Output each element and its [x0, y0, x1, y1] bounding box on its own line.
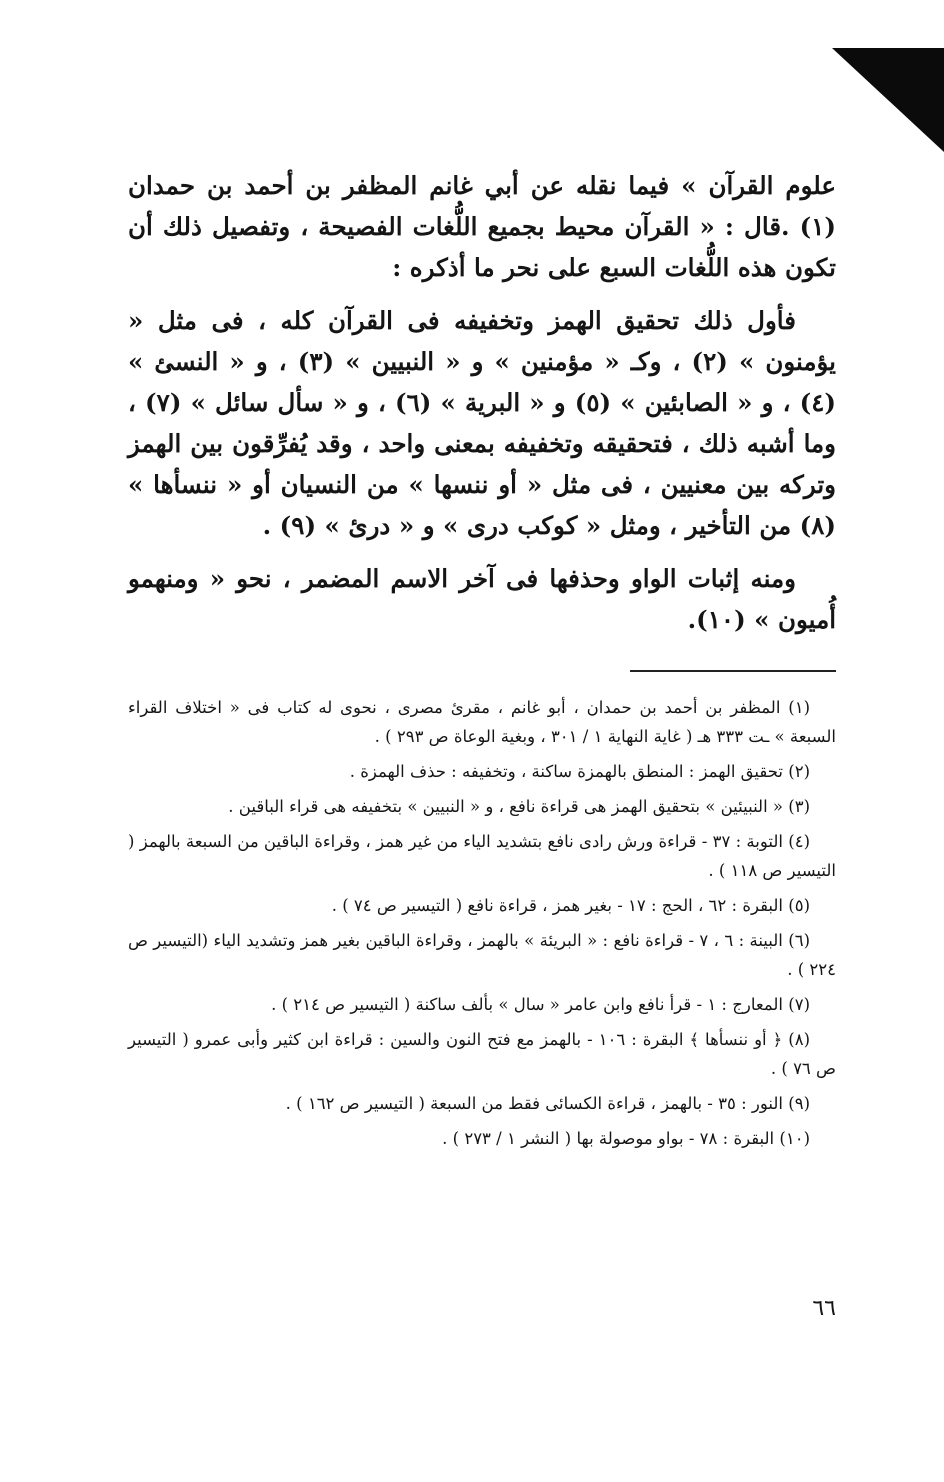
page-number: ٦٦: [812, 1296, 836, 1321]
paragraph-1: علوم القرآن » فيما نقله عن أبي غانم المظفر بن أحمد بن حمدان (١) .قال : « القرآن محيط بجميع اللُّغات الفصيحة ، وتفصيل ذلك أن تكون هذه اللُّغات السبع على نحر ما أذكره :: [128, 171, 836, 282]
footnote-8: (٨) ﴿ أو ننسأها ﴾ البقرة : ١٠٦ - بالهمز مع فتح النون والسين : قراءة ابن كثير وأبى عمرو ( التيسير ص ٧٦ ) .: [128, 1030, 836, 1078]
main-text: [128, 165, 836, 640]
footnote-9: (٩) النور : ٣٥ - بالهمز ، قراءة الكسائى فقط من السبعة ( التيسير ص ١٦٢ ) .: [285, 1094, 810, 1113]
paragraph-3: ومنه إثبات الواو وحذفها فى آخر الاسم المضمر ، نحو « ومنهمو أُميون » (١٠).: [128, 564, 836, 634]
footnote-2: (٢) تحقيق الهمز : المنطق بالهمزة ساكنة ، وتخفيفه : حذف الهمزة .: [349, 762, 810, 781]
footnotes: [128, 693, 836, 1159]
paragraph-2: فأول ذلك تحقيق الهمز وتخفيفه فى القرآن كله ، فى مثل « يؤمنون » (٢) ، وكـ « مؤمنين » و « النبيين » (٣) ، و « النسئ » (٤) ، و « الصابئين » (٥) و « البرية » (٦) ، و « سأل سائل » (٧) ، وما أشبه ذلك ، فتحقيقه وتخفيفه بمعنى واحد ، وقد يُفرِّقون بين الهمز وتركه بين معنيين ، فى مثل « أو ننسها » من النسيان أو « ننسأها » (٨) من التأخير ، ومثل « كوكب درى » و « درئ » (٩) .: [128, 306, 837, 540]
footnote-4: (٤) التوبة : ٣٧ - قراءة ورش رادى نافع بتشديد الياء من غير همز ، وقراءة الباقين من السبعة بالهمز ( التيسير ص ١١٨ ) .: [128, 832, 836, 880]
footnote-3: (٣) « النبيئين » بتحقيق الهمز هى قراءة نافع ، و « النبيين » بتخفيفه هى قراء الباقين .: [228, 797, 810, 816]
footnote-separator: [630, 670, 836, 672]
footnote-5: (٥) البقرة : ٦٢ ، الحج : ١٧ - بغير همز ، قراءة نافع ( التيسير ص ٧٤ ) .: [331, 896, 810, 915]
footnote-6: (٦) البينة : ٦ ، ٧ - قراءة نافع : « البريئة » بالهمز ، وقراءة الباقين بغير همز وتشديد الياء (التيسير ص ٢٢٤ ) .: [128, 931, 836, 979]
footnote-7: (٧) المعارج : ١ - قرأ نافع وابن عامر « سال » بألف ساكنة ( التيسير ص ٢١٤ ) .: [271, 995, 810, 1014]
corner-tab-mark: [832, 48, 944, 152]
footnote-10: (١٠) البقرة : ٧٨ - بواو موصولة بها ( النشر ١ / ٢٧٣ ) .: [442, 1129, 810, 1148]
footnote-1: (١) المظفر بن أحمد بن حمدان ، أبو غانم ، مقرئ مصرى ، نحوى له كتاب فى « اختلاف القراء السبعة » ـت ٣٣٣ هـ ( غاية النهاية ١ / ٣٠١ ، وبغية الوعاة ص ٢٩٣ ) .: [128, 698, 836, 746]
